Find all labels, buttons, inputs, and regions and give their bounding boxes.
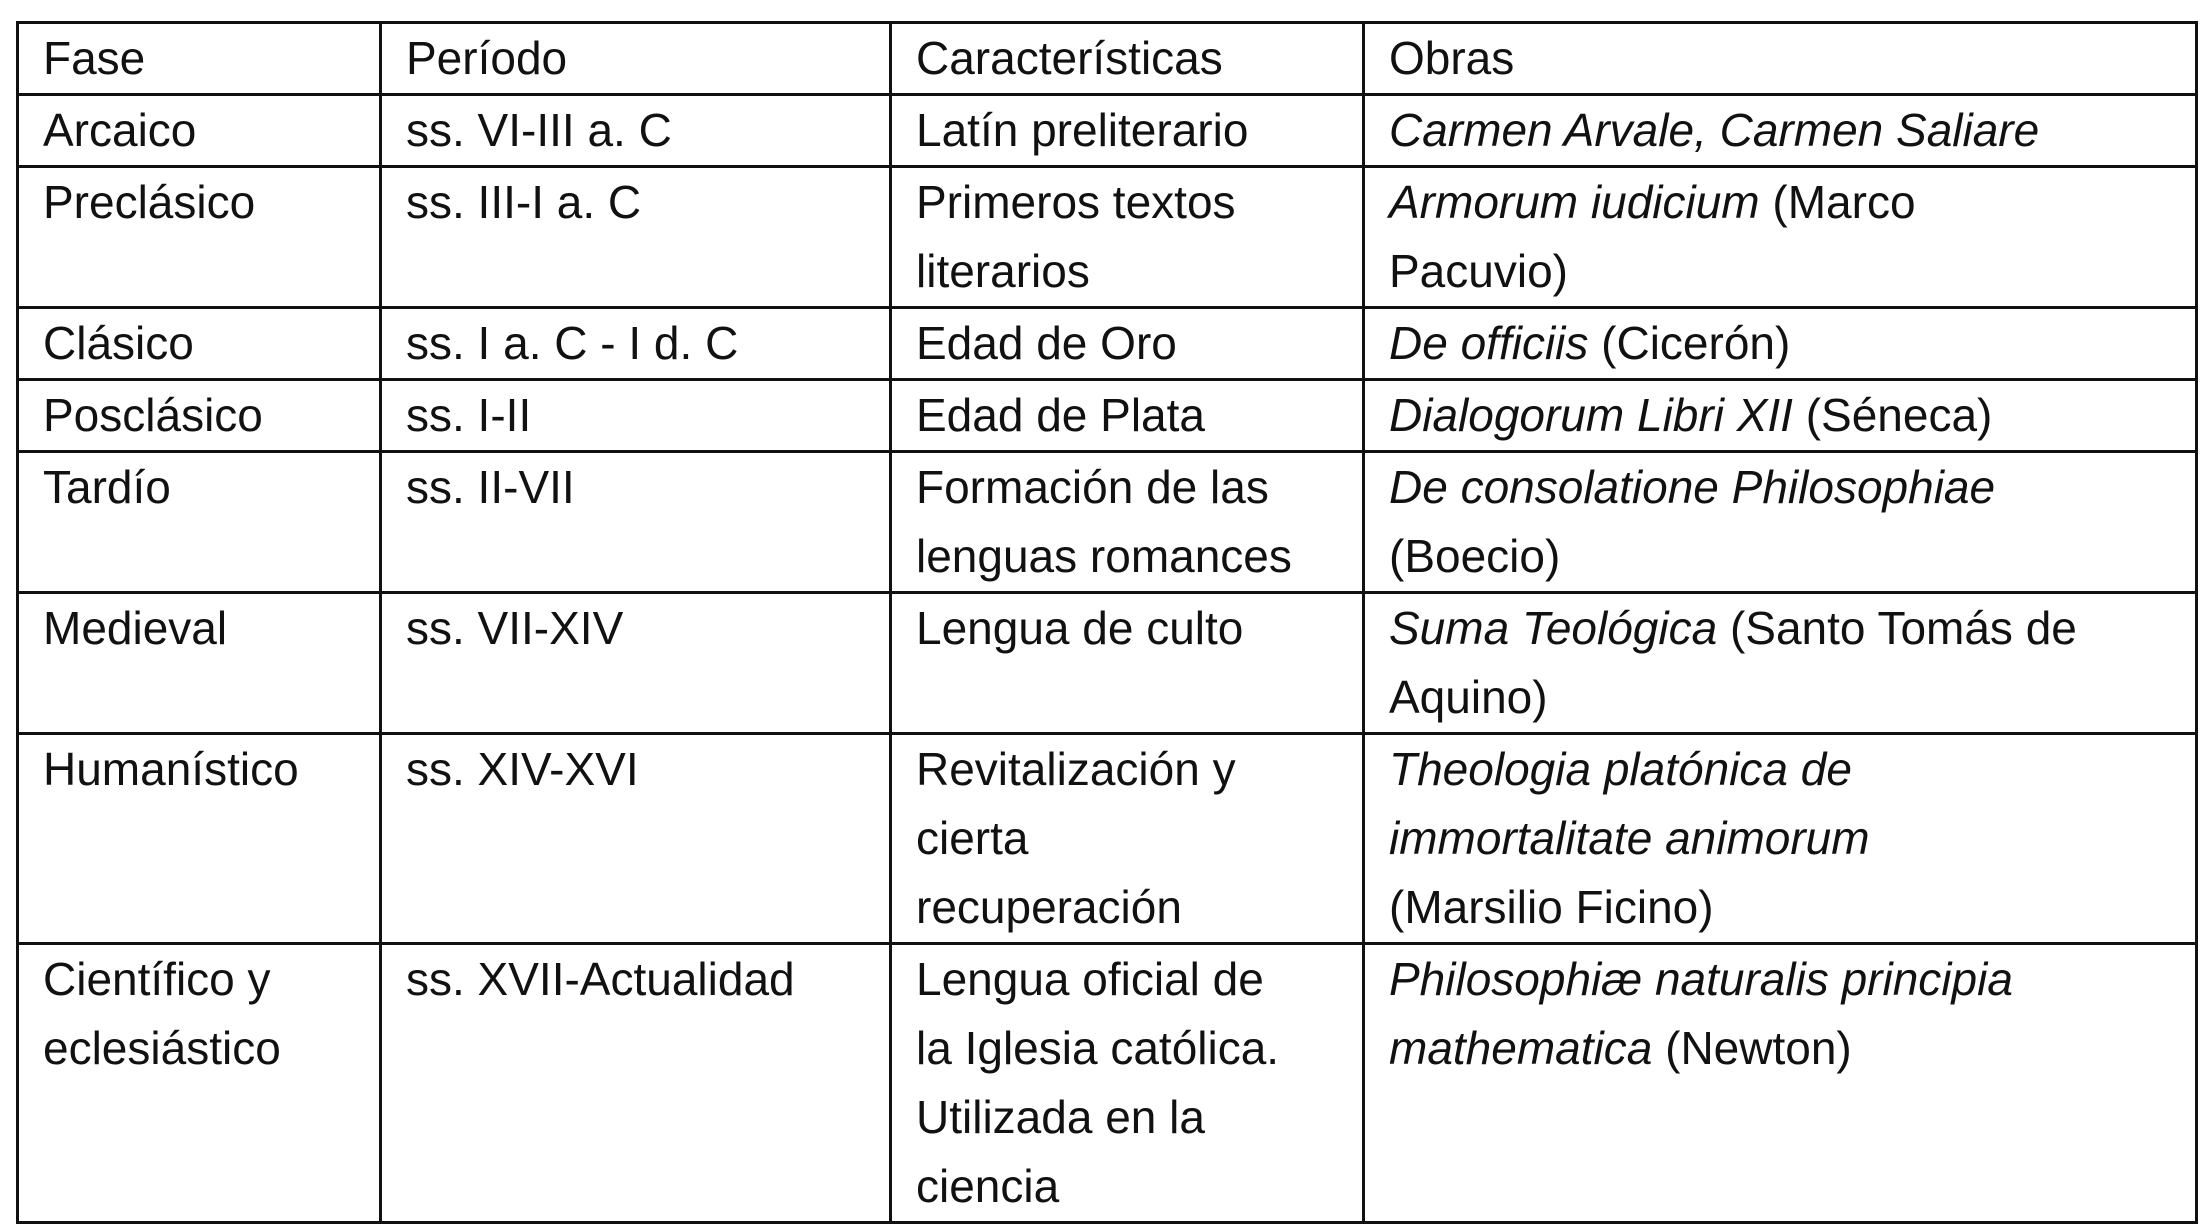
cell-line	[1389, 237, 2171, 306]
cell-obras	[1364, 593, 2197, 734]
cell-caracteristicas	[891, 95, 1364, 167]
cell-line	[1389, 594, 2171, 663]
cell-fase	[18, 734, 381, 944]
work-author: (Santo Tomás de	[1717, 602, 2077, 654]
table-row	[18, 308, 2197, 380]
work-title: immortalitate animorum	[1389, 812, 1870, 864]
cell-periodo	[381, 734, 891, 944]
cell-obras	[1364, 95, 2197, 167]
cell-caracteristicas	[891, 734, 1364, 944]
cell-obras	[1364, 167, 2197, 308]
cell-line: ss. VI-III a. C	[406, 104, 672, 156]
cell-line	[1389, 945, 2171, 1014]
cell-line: Humanístico	[43, 743, 299, 795]
cell-line	[1389, 381, 2171, 450]
cell-obras	[1364, 380, 2197, 452]
cell-periodo	[381, 593, 891, 734]
cell-caracteristicas	[891, 308, 1364, 380]
cell-periodo	[381, 944, 891, 1223]
cell-line	[1389, 309, 2171, 378]
work-author: Pacuvio)	[1389, 245, 1568, 297]
cell-line	[1389, 522, 2171, 591]
cell-periodo	[381, 308, 891, 380]
table-row	[18, 167, 2197, 308]
cell-obras	[1364, 452, 2197, 593]
work-title: mathematica	[1389, 1022, 1653, 1074]
cell-fase	[18, 95, 381, 167]
table-body	[18, 95, 2197, 1223]
cell-line: Latín preliterario	[916, 104, 1249, 156]
cell-line: Revitalización y	[916, 743, 1236, 795]
cell-fase	[18, 308, 381, 380]
cell-line: Lengua oficial de	[916, 953, 1264, 1005]
cell-caracteristicas	[891, 167, 1364, 308]
cell-line: ss. I a. C - I d. C	[406, 317, 739, 369]
table-row	[18, 452, 2197, 593]
cell-line: ss. II-VII	[406, 461, 575, 513]
cell-obras	[1364, 308, 2197, 380]
cell-fase	[18, 452, 381, 593]
cell-periodo	[381, 380, 891, 452]
work-author: (Marco	[1759, 176, 1916, 228]
cell-line: la Iglesia católica.	[916, 1022, 1280, 1074]
work-author: (Cicerón)	[1588, 317, 1791, 369]
cell-line	[1389, 735, 2171, 804]
work-title: Dialogorum Libri XII	[1389, 389, 1793, 441]
cell-fase	[18, 593, 381, 734]
cell-caracteristicas	[891, 593, 1364, 734]
cell-fase	[18, 944, 381, 1223]
cell-line	[1389, 1014, 2171, 1083]
work-author: (Séneca)	[1792, 389, 1993, 441]
cell-line: Preclásico	[43, 176, 256, 228]
header-caracteristicas: Características	[891, 23, 1364, 95]
cell-periodo	[381, 452, 891, 593]
cell-line: ciencia	[916, 1160, 1060, 1212]
cell-periodo	[381, 167, 891, 308]
table-row	[18, 944, 2197, 1223]
table-row	[18, 380, 2197, 452]
cell-line	[1389, 804, 2171, 873]
cell-caracteristicas	[891, 380, 1364, 452]
cell-line: Utilizada en la	[916, 1091, 1205, 1143]
cell-line: Primeros textos	[916, 176, 1236, 228]
cell-line: Edad de Oro	[916, 317, 1177, 369]
cell-line: ss. XVII-Actualidad	[406, 953, 795, 1005]
cell-line: eclesiástico	[43, 1022, 281, 1074]
work-title: De consolatione Philosophiae	[1389, 461, 1996, 513]
cell-line: literarios	[916, 245, 1090, 297]
cell-line: Medieval	[43, 602, 228, 654]
cell-line: cierta	[916, 812, 1029, 864]
cell-line: Arcaico	[43, 104, 197, 156]
cell-line: Formación de las	[916, 461, 1269, 513]
header-fase: Fase	[18, 23, 381, 95]
cell-line: ss. III-I a. C	[406, 176, 642, 228]
cell-line: recuperación	[916, 881, 1182, 933]
cell-fase	[18, 380, 381, 452]
cell-caracteristicas	[891, 452, 1364, 593]
work-title: De officiis	[1389, 317, 1589, 369]
cell-periodo	[381, 95, 891, 167]
table-container	[16, 21, 2195, 1224]
work-title: Philosophiæ naturalis principia	[1389, 953, 2013, 1005]
table-row	[18, 734, 2197, 944]
table-row	[18, 593, 2197, 734]
cell-caracteristicas	[891, 944, 1364, 1223]
work-author: (Newton)	[1652, 1022, 1852, 1074]
work-title: Carmen Arvale, Carmen Saliare	[1389, 104, 2040, 156]
cell-line	[1389, 453, 2171, 522]
latin-phases-table	[16, 21, 2198, 1224]
cell-line: Clásico	[43, 317, 194, 369]
cell-line: lenguas romances	[916, 530, 1292, 582]
work-author: Aquino)	[1389, 671, 1548, 723]
cell-line: Tardío	[43, 461, 171, 513]
header-row	[18, 23, 2197, 95]
cell-obras	[1364, 734, 2197, 944]
cell-line: Edad de Plata	[916, 389, 1206, 441]
work-title: Theologia platónica de	[1389, 743, 1852, 795]
cell-line	[1389, 663, 2171, 732]
cell-line	[1389, 168, 2171, 237]
cell-line: Lengua de culto	[916, 602, 1244, 654]
cell-line: Posclásico	[43, 389, 263, 441]
cell-fase	[18, 167, 381, 308]
work-author: (Marsilio Ficino)	[1389, 881, 1714, 933]
cell-line	[1389, 873, 2171, 942]
cell-line	[1389, 96, 2171, 165]
work-author: (Boecio)	[1389, 530, 1561, 582]
header-obras: Obras	[1364, 23, 2197, 95]
header-periodo: Período	[381, 23, 891, 95]
cell-line: Científico y	[43, 953, 271, 1005]
cell-line: ss. VII-XIV	[406, 602, 624, 654]
table-row	[18, 95, 2197, 167]
work-title: Armorum iudicium	[1389, 176, 1760, 228]
cell-line: ss. I-II	[406, 389, 532, 441]
cell-line: ss. XIV-XVI	[406, 743, 639, 795]
cell-obras	[1364, 944, 2197, 1223]
work-title: Suma Teológica	[1389, 602, 1718, 654]
